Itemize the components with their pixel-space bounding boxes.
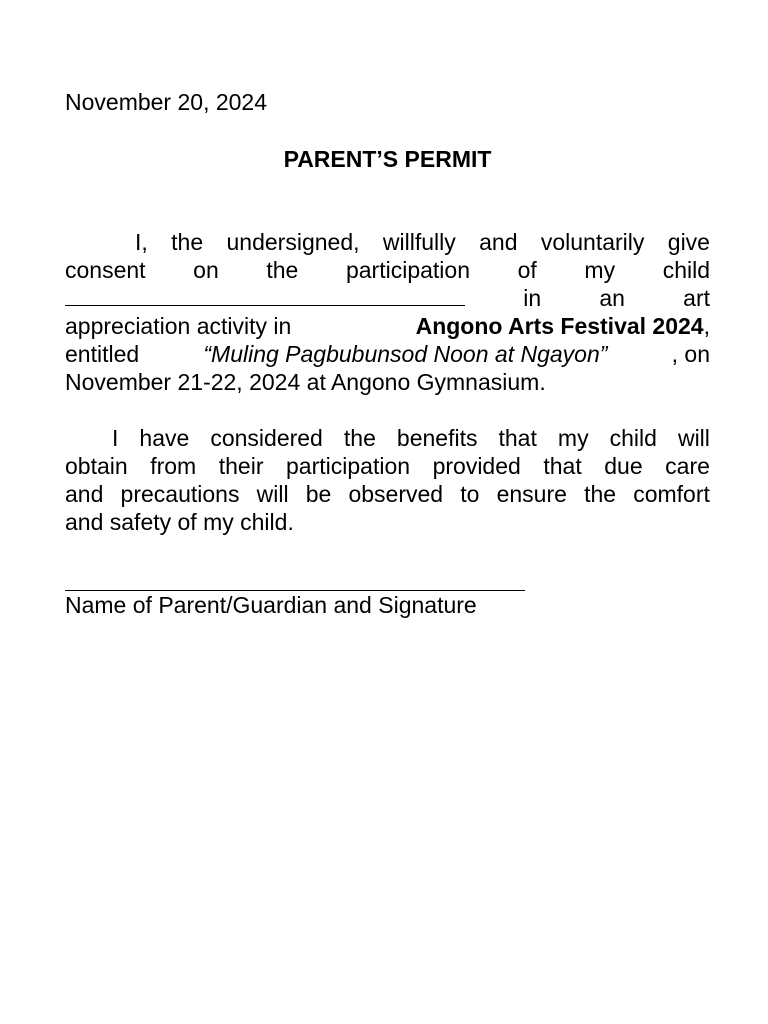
consent-line-5: [65, 340, 710, 368]
word: my: [584, 257, 616, 283]
consent-line-3-word: an: [599, 285, 625, 311]
consent-line-3-word: art: [683, 285, 710, 311]
consent-line-2: [65, 256, 710, 284]
event-title: “Muling Pagbubunsod Noon at Ngayon”: [203, 341, 608, 367]
permit-page: [65, 0, 710, 1024]
word: give: [667, 229, 710, 255]
document-date: November 20, 2024: [65, 89, 268, 115]
word: willfully: [382, 229, 456, 255]
child-name-blank[interactable]: [65, 284, 465, 306]
event-name: Angono Arts Festival 2024: [415, 313, 704, 339]
word: consent: [65, 257, 146, 283]
word: provided: [432, 453, 521, 479]
word: the: [343, 425, 376, 451]
word: will: [677, 425, 710, 451]
word: I: [112, 425, 119, 451]
word: and: [65, 481, 104, 507]
consideration-line-1: [65, 424, 710, 452]
word: ensure: [496, 481, 567, 507]
consent-line-4: [65, 312, 710, 340]
word: that: [543, 453, 582, 479]
signature-line[interactable]: [65, 569, 525, 591]
consideration-paragraph: [65, 424, 710, 536]
word: will: [256, 481, 289, 507]
word: I,: [135, 229, 148, 255]
consent-line-3-word: in: [523, 285, 542, 311]
word: the: [171, 229, 204, 255]
word: that: [498, 425, 537, 451]
word: undersigned,: [226, 229, 360, 255]
consent-line-6: November 21-22, 2024 at Angono Gymnasium.: [65, 369, 546, 395]
word: and: [479, 229, 518, 255]
consent-paragraph: [65, 228, 710, 396]
word: of: [517, 257, 537, 283]
consideration-line-4: and safety of my child.: [65, 509, 294, 535]
consideration-line-2: [65, 452, 710, 480]
word: benefits: [396, 425, 478, 451]
word: obtain: [65, 453, 128, 479]
word: their: [218, 453, 264, 479]
word: participation: [286, 453, 411, 479]
activity-text: appreciation activity in: [65, 313, 292, 339]
signature-label: Name of Parent/Guardian and Signature: [65, 592, 477, 618]
word: on: [193, 257, 219, 283]
word: considered: [210, 425, 323, 451]
document-title: PARENT’S PERMIT: [283, 146, 492, 172]
word: precautions: [120, 481, 240, 507]
word: comfort: [633, 481, 710, 507]
word: my: [557, 425, 589, 451]
word: voluntarily: [540, 229, 645, 255]
word: child: [609, 425, 657, 451]
word: from: [150, 453, 197, 479]
word: the: [584, 481, 617, 507]
word: have: [139, 425, 190, 451]
event-name-group: Angono Arts Festival 2024,: [415, 313, 710, 339]
word: to: [460, 481, 480, 507]
word: due: [604, 453, 643, 479]
word: child: [662, 257, 710, 283]
consent-line-1: [65, 228, 710, 256]
entitled-label: entitled: [65, 341, 140, 367]
word: be: [305, 481, 332, 507]
word: care: [665, 453, 710, 479]
word: the: [266, 257, 299, 283]
consideration-line-3: [65, 480, 710, 508]
word: observed: [348, 481, 444, 507]
date-lead: , on: [671, 341, 710, 367]
consent-line-3: [65, 284, 710, 312]
word: participation: [345, 257, 470, 283]
